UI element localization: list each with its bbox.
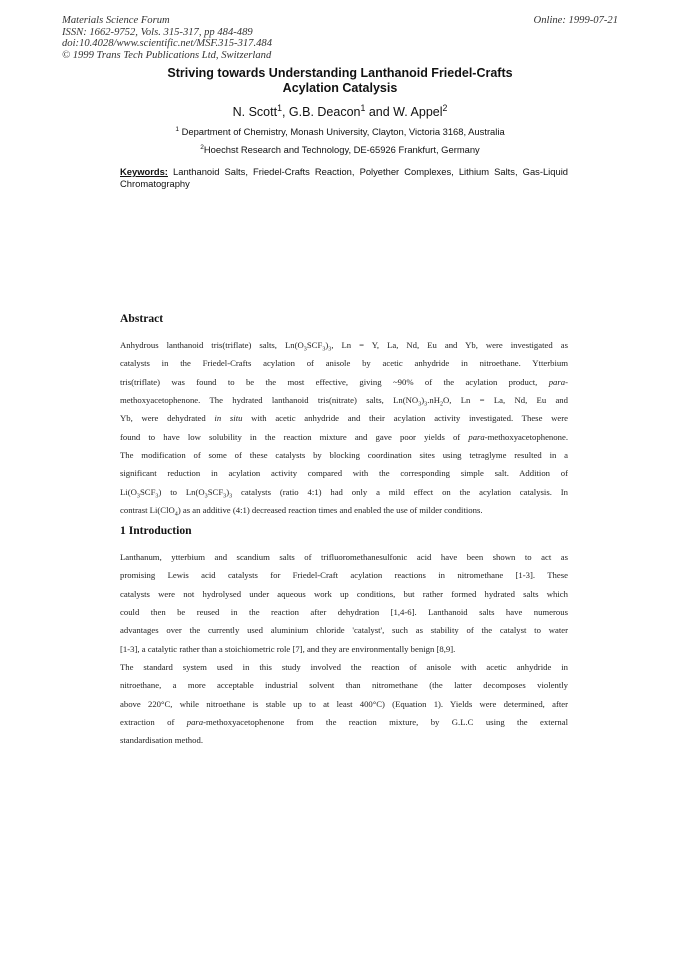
text-line: significant reduction in acylation activity compared with the corresponding simple salt. Addition of bbox=[120, 468, 568, 479]
author-name: W. Appel bbox=[393, 105, 443, 119]
text-line: advantages over the currently used aluminium chloride 'catalyst', such as stability of the catalyst to water bbox=[120, 625, 568, 636]
text-line: Anhydrous lanthanoid tris(triflate) salts, $Ln(O_3SCF_3)_3$, Ln = Y, La, Nd, Eu and Yb, were investigated as bbox=[120, 340, 568, 353]
text-line: promising Lewis acid catalysts for Friedel-Craft acylation reactions in nitromethane [1-3]. These bbox=[120, 570, 568, 581]
affiliation-text: Department of Chemistry, Monash University, Clayton, Victoria 3168, Australia bbox=[179, 126, 505, 137]
text-line: Lanthanum, ytterbium and scandium salts of trifluoromethanesulfonic acid have been shown to act as bbox=[120, 552, 568, 562]
text-line: found to have low solubility in the reaction mixture and gave poor yields of para-methoxyacetophenone. bbox=[120, 431, 568, 442]
journal-name: Materials Science Forum bbox=[62, 15, 170, 26]
author-affiliation-mark: 1 bbox=[360, 102, 366, 113]
affiliation-text: Hoechst Research and Technology, DE-65926 Frankfurt, Germany bbox=[203, 144, 480, 155]
author-separator: , bbox=[281, 105, 289, 119]
text-line: $Li(O_3SCF_3)$ to $Ln(O_3SCF_3)_3$ catalysts (ratio 4:1) had only a mild effect on the acylation catalysis. In bbox=[120, 486, 568, 500]
introduction-heading: 1 Introduction bbox=[120, 524, 192, 537]
text-line: [1-3], a catalytic rather than a stoichiometric role [7], and they are environmentally benign [8,9]. bbox=[120, 643, 456, 654]
introduction-paragraph-2 bbox=[120, 658, 568, 750]
introduction-paragraph-1 bbox=[120, 548, 568, 658]
text-line: The standard system used in this study involved the reaction of anisole with acetic anhydride in bbox=[120, 662, 568, 672]
text-line: nitroethane, a more acceptable industrial solvent than nitromethane (the latter decomposes violently bbox=[120, 680, 568, 691]
running-header bbox=[62, 15, 618, 61]
online-date: Online: 1999-07-21 bbox=[533, 15, 618, 26]
author-list bbox=[110, 102, 570, 120]
author-name: N. Scott bbox=[232, 105, 278, 119]
text-line: standardisation method. bbox=[120, 735, 203, 746]
keywords-label: Keywords: bbox=[120, 166, 168, 177]
text-line: Yb, were dehydrated in situ with acetic anhydride and their acylation activity investigated. These were bbox=[120, 413, 568, 424]
keywords-text: Lanthanoid Salts, Friedel-Crafts Reaction, Polyether Complexes, Lithium Salts, Gas-Liquid Chromatography bbox=[120, 166, 568, 190]
affiliation-mark: 1 bbox=[175, 125, 179, 133]
text-line: catalysts in the Friedel-Crafts acylation of anisole by acetic anhydride in nitroethane. Ytterbium bbox=[120, 358, 568, 369]
affiliation-mark: 2 bbox=[200, 143, 204, 151]
title-line-2: Acylation Catalysis bbox=[282, 81, 398, 95]
affiliation-2 bbox=[90, 144, 590, 156]
text-line: above 220°C, while nitroethane is stable up to at least 400°C) (Equation 1). Yields were determined, after bbox=[120, 698, 568, 709]
author-name: G.B. Deacon bbox=[288, 105, 361, 119]
text-line: contrast Li(ClO$_4$) as an additive (4:1) decreased reaction times and enabled the use of milder conditions. bbox=[120, 505, 483, 518]
issn-line: ISSN: 1662-9752, Vols. 315-317, pp 484-489 bbox=[62, 26, 253, 38]
abstract-heading: Abstract bbox=[120, 312, 164, 325]
doi-line[interactable]: doi:10.4028/www.scientific.net/MSF.315-317.484 bbox=[62, 38, 272, 50]
text-line: tris(triflate) was found to be the most effective, giving ~90% of the acylation product, para- bbox=[120, 376, 568, 387]
copyright-line: © 1999 Trans Tech Publications Ltd, Switzerland bbox=[62, 49, 272, 61]
author-separator: and bbox=[365, 105, 394, 119]
title-line-1: Striving towards Understanding Lanthanoid Friedel-Crafts bbox=[167, 66, 513, 80]
keywords bbox=[120, 166, 568, 191]
text-line: catalysts were not hydrolysed under aqueous work up conditions, but rather formed hydrated salts which bbox=[120, 588, 568, 599]
text-line: could then be reused in the reaction after dehydration [1,4-6]. Lanthanoid salts have numerous bbox=[120, 607, 568, 618]
abstract-body bbox=[120, 336, 568, 519]
paper-title bbox=[110, 66, 570, 96]
affiliation-1 bbox=[90, 126, 590, 138]
text-line: The modification of some of these catalysts by blocking coordination sites using tetraglyme resulted in a bbox=[120, 450, 568, 461]
author-affiliation-mark: 1 bbox=[277, 102, 282, 113]
text-line: methoxyacetophenone. The hydrated lanthanoid tris(nitrate) salts, $Ln(NO_3)_3.nH_2O$, Ln = La, Nd, Eu and bbox=[120, 395, 568, 408]
text-line: extraction of para-methoxyacetophenone from the reaction mixture, by G.L.C using the external bbox=[120, 717, 568, 728]
author-affiliation-mark: 2 bbox=[442, 102, 448, 113]
